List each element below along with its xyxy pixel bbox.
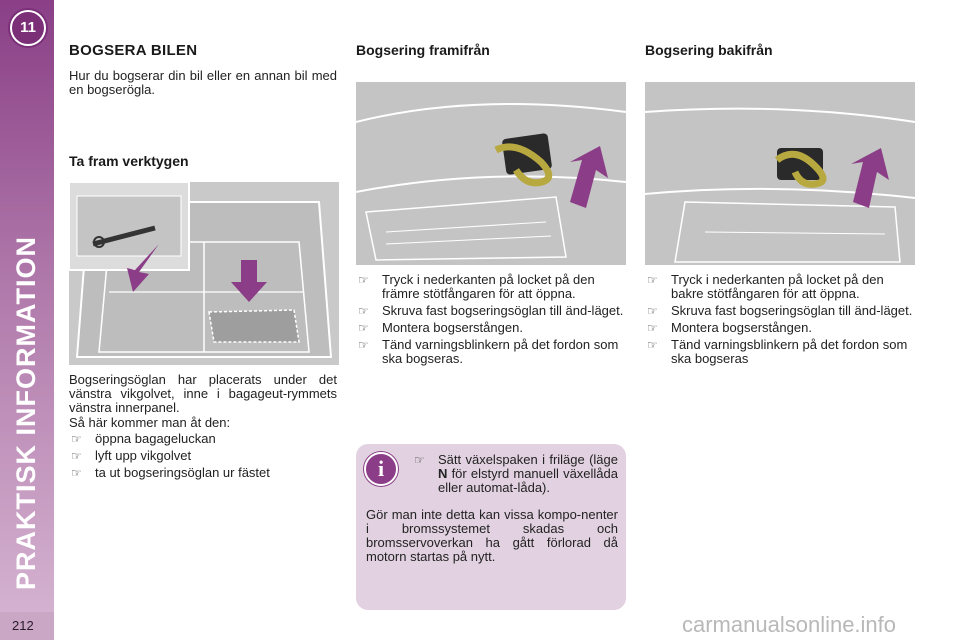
trunk-illustration (69, 182, 339, 365)
body-text-location: Bogseringsöglan har placerats under det vänstra vikgolvet, inne i bagageut-rymmets vänstra innerpanel. (69, 372, 337, 415)
front-towing-steps (356, 273, 628, 369)
list-item: ☞ lyft upp vikgolvet (71, 448, 192, 463)
info-bullet-list (412, 453, 618, 498)
list-item: ☞ öppna bagageluckan (71, 431, 216, 446)
list-item: ☞ Tryck i nederkanten på locket på den främre stötfångaren för att öppna. (358, 272, 595, 301)
trunk-drawing (69, 182, 339, 365)
pointing-hand-icon: ☞ (647, 273, 658, 287)
pointing-hand-icon: ☞ (71, 432, 82, 446)
pointing-hand-icon: ☞ (414, 453, 425, 467)
subtitle-ta-fram-verktygen: Ta fram verktygen (69, 153, 189, 169)
list-item: ☞ Tryck i nederkanten på locket på den bakre stötfångaren för att öppna. (647, 272, 884, 301)
list-item: ☞ Montera bogserstången. (647, 320, 812, 335)
list-item: ☞ Tänd varningsblinkern på det fordon som ska bogseras. (358, 337, 619, 366)
pointing-hand-icon: ☞ (647, 304, 658, 318)
list-item: ☞ Tänd varningsblinkern på det fordon som ska bogseras (647, 337, 908, 366)
access-steps-list (69, 432, 339, 483)
chapter-title-vertical: PRAKTISK INFORMATION (11, 236, 41, 590)
pointing-hand-icon: ☞ (358, 273, 369, 287)
chapter-number-badge: 11 (10, 10, 46, 46)
pointing-hand-icon: ☞ (358, 321, 369, 335)
section-title-rear-towing: Bogsering bakifrån (645, 42, 773, 58)
section-title-front-towing: Bogsering framifrån (356, 42, 490, 58)
page-number: 212 (12, 618, 34, 633)
intro-text: Hur du bogserar din bil eller en annan bil med en bogserögla. (69, 68, 337, 97)
front-bumper-drawing (356, 82, 626, 265)
pointing-hand-icon: ☞ (358, 304, 369, 318)
list-item: ☞ Skruva fast bogseringsöglan till änd-läget. (647, 303, 913, 318)
body-text-access: Så här kommer man åt den: (69, 415, 231, 430)
rear-bumper-drawing (645, 82, 915, 265)
list-item: ☞ ta ut bogseringsöglan ur fästet (71, 465, 270, 480)
pointing-hand-icon: ☞ (71, 449, 82, 463)
info-note: Gör man inte detta kan vissa kompo-nenter i bromssystemet skadas och bromsservoverkan ha gått förlorad då motorn startas på nytt. (366, 507, 618, 564)
pointing-hand-icon: ☞ (358, 338, 369, 352)
rear-bumper-illustration (645, 82, 915, 265)
watermark-text: carmanualsonline.info (682, 612, 897, 637)
list-item: ☞ Skruva fast bogseringsöglan till änd-läget. (358, 303, 624, 318)
pointing-hand-icon: ☞ (647, 321, 658, 335)
list-item: ☞ Sätt växelspaken i friläge (läge N för elstyrd manuell växellåda eller automat-låda). (414, 452, 618, 495)
info-icon: i (364, 452, 398, 486)
front-bumper-illustration (356, 82, 626, 265)
section-title-bogsera-bilen: BOGSERA BILEN (69, 42, 198, 59)
rear-towing-steps (645, 273, 917, 369)
pointing-hand-icon: ☞ (647, 338, 658, 352)
list-item: ☞ Montera bogserstången. (358, 320, 523, 335)
pointing-hand-icon: ☞ (71, 466, 82, 480)
